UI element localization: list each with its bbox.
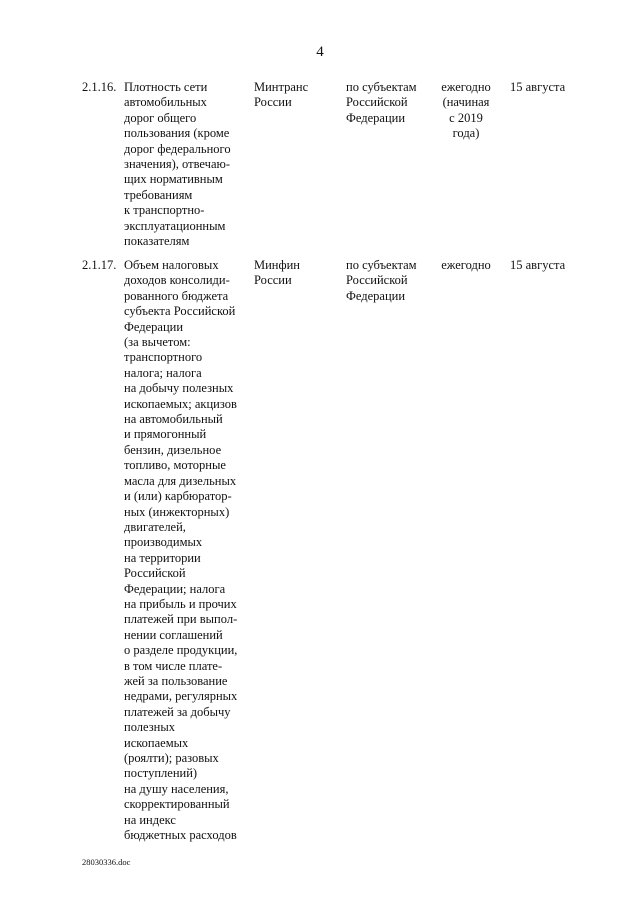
row-number: 2.1.17. — [82, 258, 117, 272]
deadline: 15 августа — [510, 80, 566, 94]
text-line: производимых — [124, 535, 203, 550]
text-line: налога; налога — [124, 365, 202, 380]
text-line: Российской — [346, 273, 408, 288]
text-line: бюджетных расходов — [124, 828, 237, 843]
text-line: поступлений) — [124, 766, 198, 781]
text-line: по субъектам — [346, 258, 417, 272]
text-line: требованиям — [124, 187, 193, 202]
text-line: на автомобильный — [124, 412, 223, 427]
row-number: 2.1.16. — [82, 80, 117, 94]
text-line: показателям — [124, 234, 190, 249]
text-line: Федерации — [346, 288, 406, 303]
text-line: нении соглашений — [124, 627, 223, 642]
text-line: (за вычетом: — [124, 335, 191, 350]
periodicity — [438, 258, 494, 273]
text-line: ных (инжекторных) — [124, 504, 230, 519]
text-line: эксплуатационным — [124, 218, 226, 233]
text-line: двигателей, — [124, 519, 186, 534]
indicator-name — [124, 80, 254, 249]
text-line: автомобильных — [124, 95, 207, 110]
deadline: 15 августа — [510, 258, 566, 272]
text-line: щих нормативным — [124, 172, 223, 187]
text-line: платежей при выпол- — [124, 612, 238, 627]
text-line: с 2019 — [449, 110, 483, 125]
text-line: скорректированный — [124, 797, 230, 812]
aggregation-level — [346, 258, 436, 304]
text-line: Минфин — [254, 258, 300, 272]
text-line: России — [254, 95, 292, 110]
text-line: ежегодно — [441, 80, 491, 94]
text-line: на прибыль и прочих — [124, 596, 237, 611]
text-line: Российской — [124, 566, 186, 581]
text-line: на добычу полезных — [124, 381, 234, 396]
text-line: Федерации — [124, 319, 184, 334]
text-line: ежегодно — [441, 258, 491, 272]
text-line: дорог федерального — [124, 141, 231, 156]
text-line: рованного бюджета — [124, 288, 229, 303]
page-number: 4 — [316, 44, 324, 60]
text-line: платежей за добычу — [124, 704, 231, 719]
document-file-code: 28030336.doc — [82, 857, 131, 867]
text-line: России — [254, 273, 292, 288]
text-line: топливо, моторные — [124, 458, 226, 473]
text-line: к транспортно- — [124, 203, 205, 218]
text-line: жей за пользование — [124, 673, 228, 688]
text-line: доходов консолиди- — [124, 273, 230, 288]
text-line: в том числе плате- — [124, 658, 223, 673]
indicator-name — [124, 258, 254, 843]
text-line: на индекс — [124, 812, 176, 827]
text-line: субъекта Российской — [124, 304, 236, 319]
text-line: бензин, дизельное — [124, 442, 222, 457]
periodicity — [438, 80, 494, 142]
text-line: на территории — [124, 550, 201, 565]
text-line: дорог общего — [124, 110, 197, 125]
text-line: (начиная — [442, 95, 490, 110]
text-line: по субъектам — [346, 80, 417, 94]
text-line: и (или) карбюратор- — [124, 489, 232, 504]
text-line: полезных — [124, 720, 175, 735]
text-line: о разделе продукции, — [124, 643, 238, 658]
text-line: Объем налоговых — [124, 258, 219, 272]
text-line: недрами, регулярных — [124, 689, 238, 704]
text-line: ископаемых; акцизов — [124, 396, 237, 411]
text-line: Плотность сети — [124, 80, 208, 94]
responsible-agency — [254, 258, 334, 289]
text-line: масла для дизельных — [124, 473, 237, 488]
text-line: на душу населения, — [124, 781, 229, 796]
text-line: пользования (кроме — [124, 126, 230, 141]
aggregation-level — [346, 80, 436, 126]
text-line: года) — [452, 126, 480, 141]
text-line: и прямогонный — [124, 427, 207, 442]
text-line: Федерации; налога — [124, 581, 226, 596]
text-line: (роялти); разовых — [124, 751, 219, 765]
text-line: Российской — [346, 95, 408, 110]
text-line: ископаемых — [124, 735, 189, 750]
text-line: транспортного — [124, 350, 203, 365]
text-line: значения), отвечаю- — [124, 157, 230, 172]
text-line: Минтранс — [254, 80, 309, 94]
responsible-agency — [254, 80, 334, 111]
text-line: Федерации — [346, 110, 406, 125]
